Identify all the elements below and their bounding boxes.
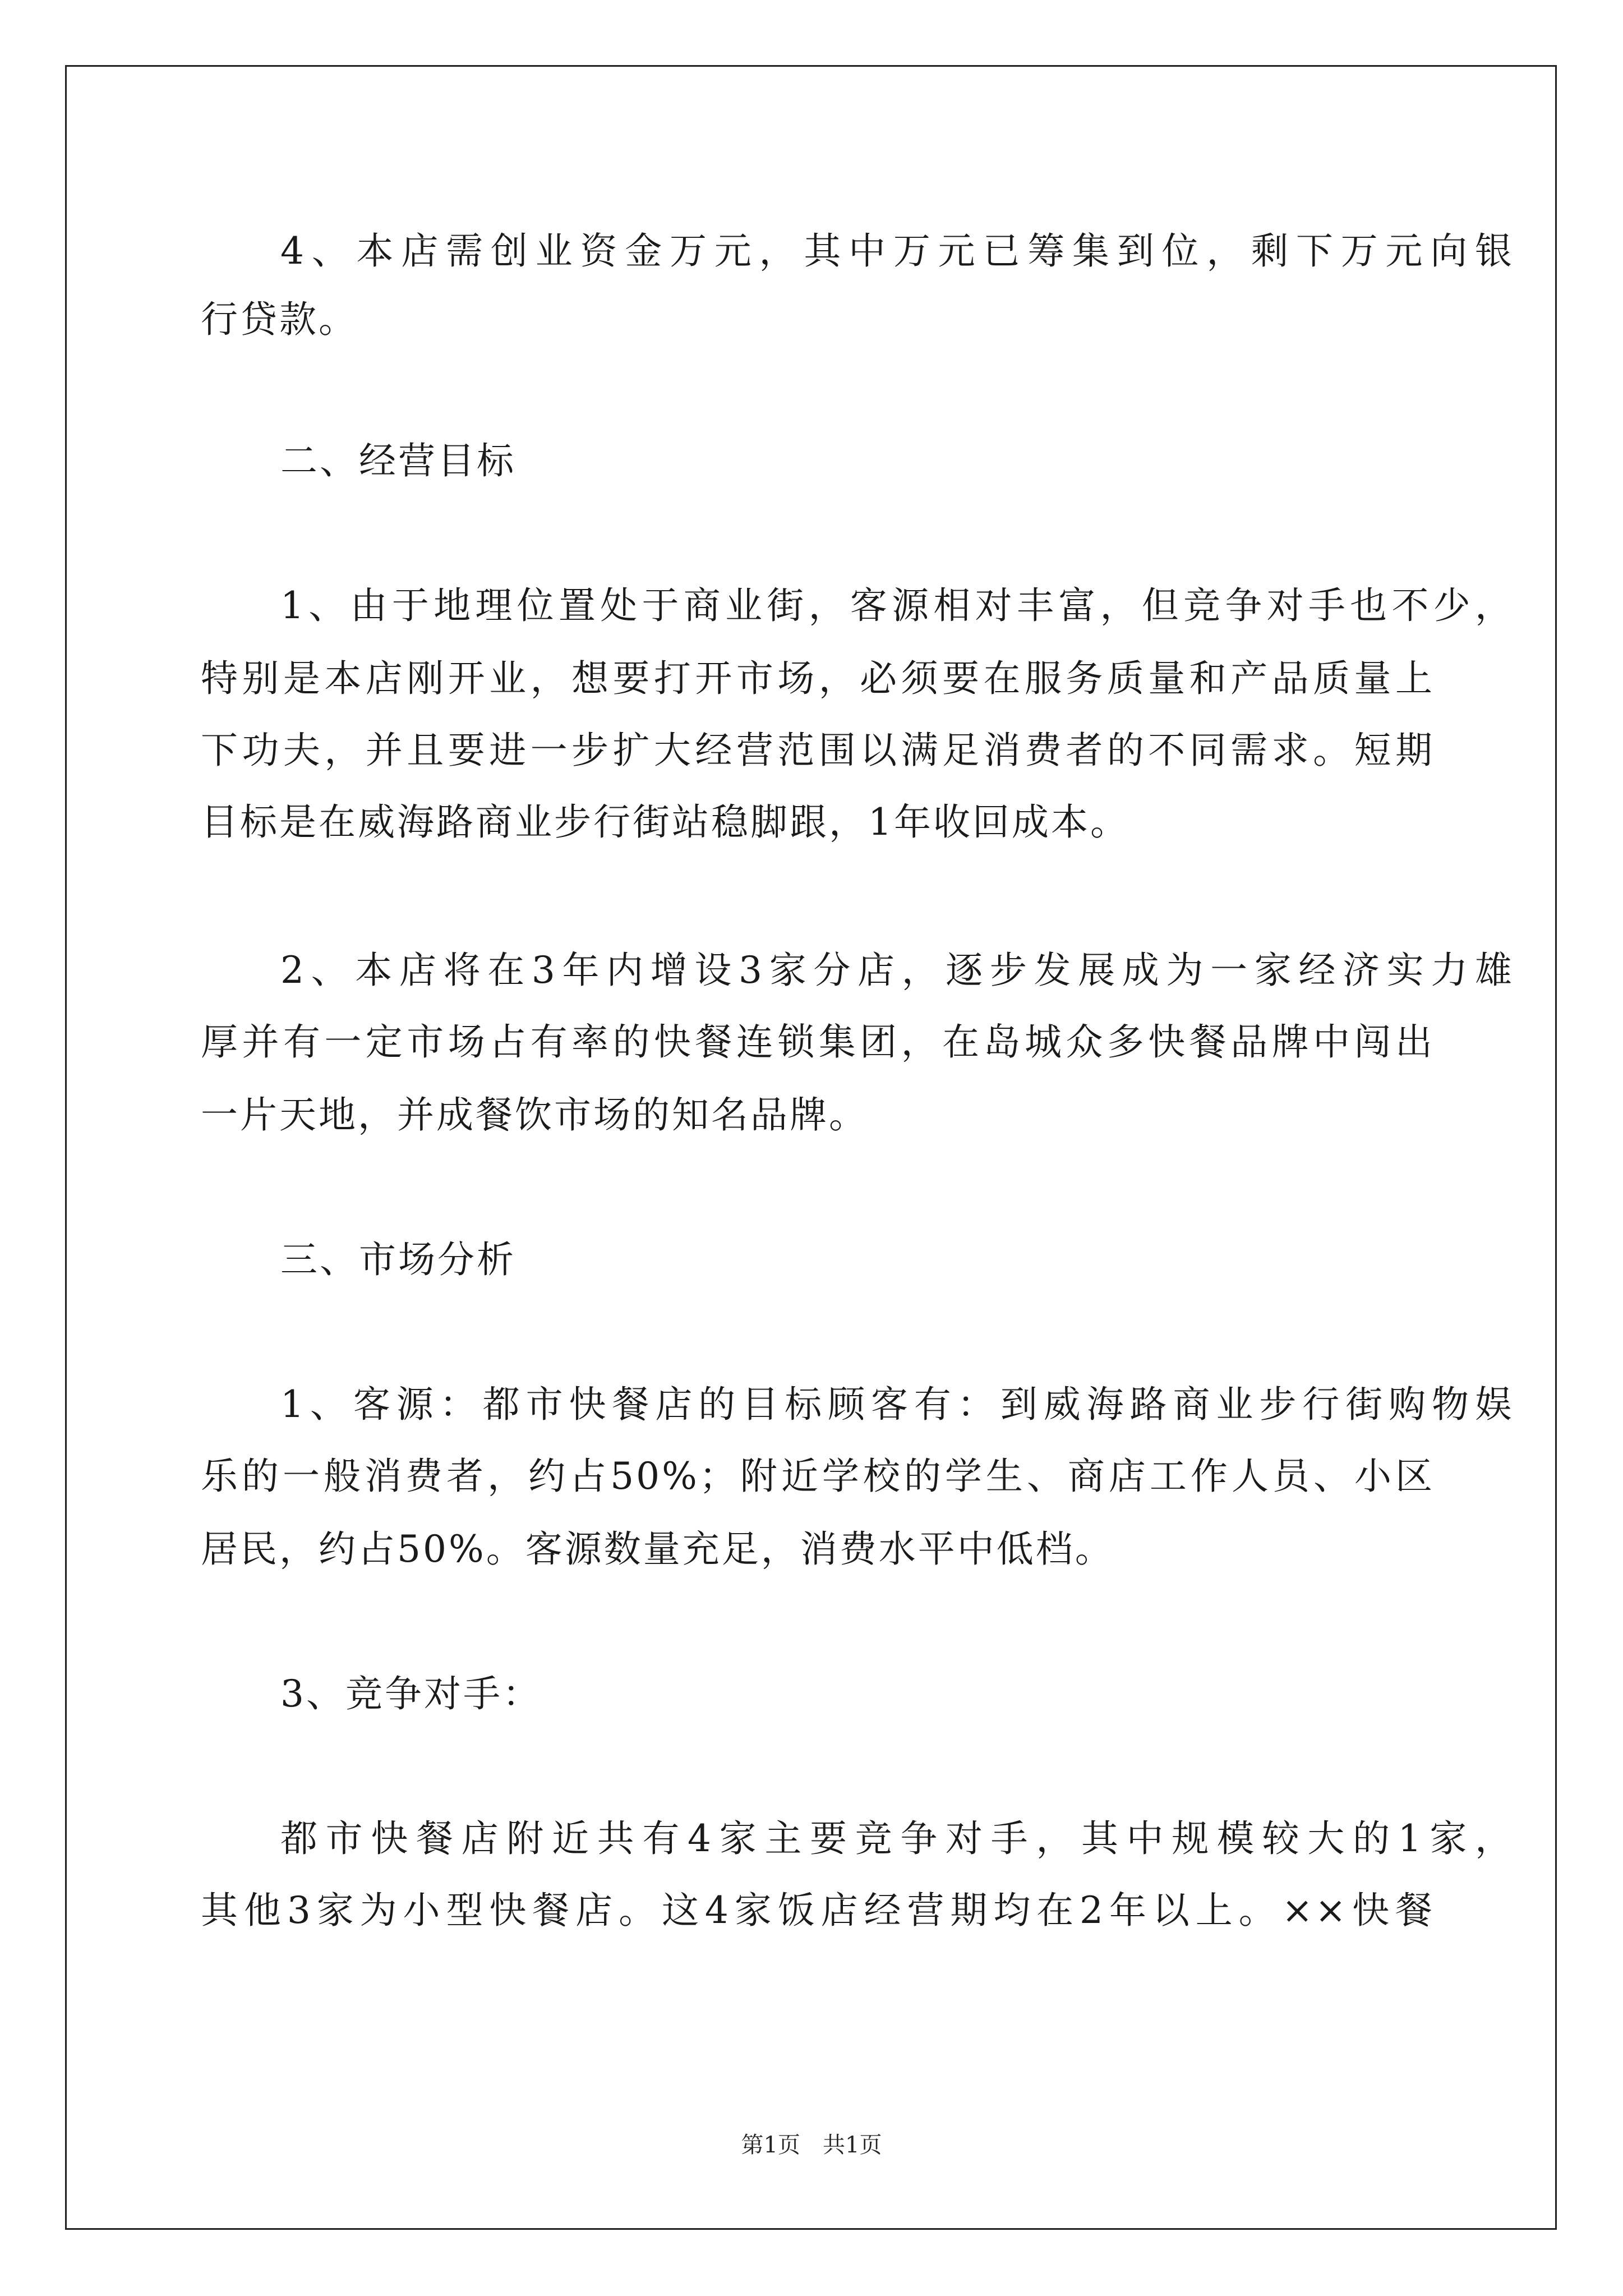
subsection-heading: 3、竞争对手：: [280, 1672, 542, 1715]
paragraph-line: 都市快餐店附近共有4家主要竞争对手，其中规模较大的1家，: [280, 1817, 1514, 1860]
paragraph-line: 乐的一般消费者，约占50%；附近学校的学生、商店工作人员、小区: [201, 1455, 1435, 1498]
paragraph-line: 其他3家为小型快餐店。这4家饭店经营期均在2年以上。××快餐: [201, 1889, 1435, 1932]
paragraph-line: 目标是在威海路商业步行街站稳脚跟，1年收回成本。: [201, 800, 1129, 844]
paragraph-line: 1、客源：都市快餐店的目标顾客有：到威海路商业步行街购物娱: [280, 1383, 1514, 1426]
paragraph-line: 1、由于地理位置处于商业街，客源相对丰富，但竞争对手也不少，: [280, 584, 1514, 627]
paragraph-line: 厚并有一定市场占有率的快餐连锁集团，在岛城众多快餐品牌中闯出: [201, 1020, 1435, 1064]
paragraph-line: 行贷款。: [201, 298, 358, 341]
paragraph-line: 居民，约占50%。客源数量充足，消费水平中低档。: [201, 1527, 1114, 1571]
paragraph-line: 4、本店需创业资金万元，其中万元已筹集到位，剩下万元向银: [280, 229, 1514, 273]
paragraph-line: 一片天地，并成餐饮市场的知名品牌。: [201, 1093, 868, 1137]
section-heading: 三、市场分析: [280, 1238, 516, 1281]
page-footer: 第1页 共1页: [741, 2132, 882, 2158]
paragraph-line: 下功夫，并且要进一步扩大经营范围以满足消费者的不同需求。短期: [201, 729, 1435, 772]
section-heading: 二、经营目标: [280, 439, 516, 482]
paragraph-line: 特别是本店刚开业，想要打开市场，必须要在服务质量和产品质量上: [201, 657, 1435, 700]
paragraph-line: 2、本店将在3年内增设3家分店，逐步发展成为一家经济实力雄: [280, 949, 1514, 992]
